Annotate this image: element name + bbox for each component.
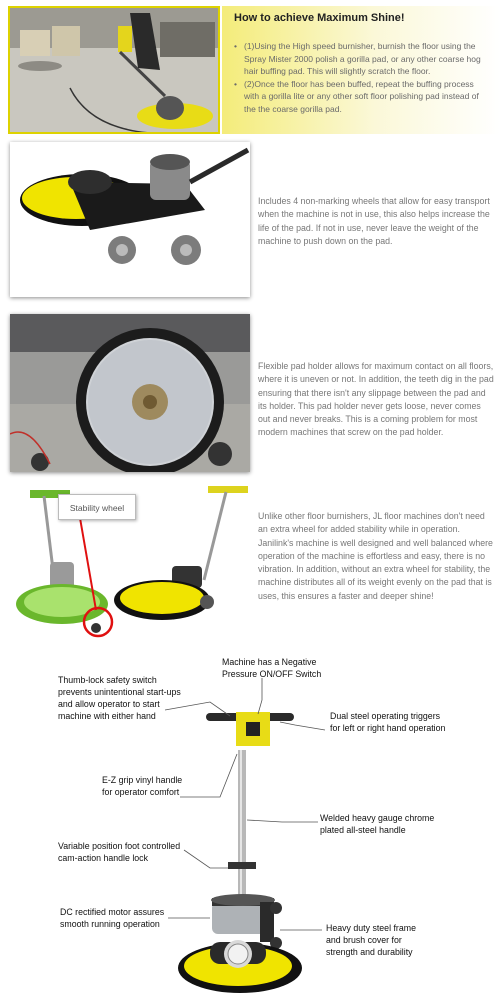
callout-dual-triggers: Dual steel operating triggers for left or right hand operation	[330, 711, 446, 733]
callout-foot-lock: Variable position foot controlled cam-action handle lock	[58, 841, 181, 863]
callout-welded-handle: Welded heavy gauge chrome plated all-steel handle	[320, 813, 435, 835]
stability-description: Unlike other floor burnishers, JL floor machines don't need an extra wheel for added stability while in operation. Janilink's machine is well designed and well balanced where operation of the machine is effortless and easy, there is no vibration. In addition, without an extra wheel for stability, the machine distributes all of its weight evenly on the pad that is uses, this ensures a faster and deeper shine!	[258, 511, 493, 601]
pad-holder-photo	[10, 314, 250, 472]
stability-wheel-tag: Stability wheel	[58, 494, 136, 520]
shine-step-2: • (2)Once the floor has been buffed, repeat the buffing process with a gorilla lite or any other soft floor polishing pad instead of the the coarse gorilla pad.	[234, 78, 490, 116]
shine-step-1: • (1)Using the High speed burnisher, burnish the floor using the Spray Mister 2000 polish a gorilla pad, or any other coarse hog hair buffing pad. This will slightly scratch the floor.	[234, 40, 490, 78]
wheels-photo	[10, 142, 250, 297]
shine-section	[0, 0, 500, 140]
callout-frame: Heavy duty steel frame and brush cover for strength and durability	[326, 923, 416, 957]
wheels-description: Includes 4 non-marking wheels that allow for easy transport when the machine is not in use, this also helps increase the life of the pad. If not in use, never leave the weight of the machine to push down on the pad.	[258, 196, 490, 246]
features-diagram	[0, 650, 500, 1000]
shine-title: How to achieve Maximum Shine!	[234, 12, 405, 24]
callout-negative-pressure: Machine has a Negative Pressure ON/OFF Switch	[222, 657, 322, 679]
callout-thumb-lock: Thumb-lock safety switch prevents unintentional start-ups and allow operator to start machine with either hand	[58, 675, 181, 721]
shine-instructions	[222, 6, 500, 134]
callout-grip: E-Z grip vinyl handle for operator comfort	[102, 775, 183, 797]
shine-steps	[234, 40, 490, 115]
burnishing-photo	[8, 6, 220, 134]
pad-holder-description: Flexible pad holder allows for maximum contact on all floors, where it is uneven or not. In addition, the teeth dig in the pad ensuring that there isn't any slippage between the pad and its holder. This pad holder never gets loose, never comes out and never breaks. This is a coming problem for most modern machines that screw on the pad holder.	[258, 361, 494, 438]
callout-motor: DC rectified motor assures smooth running operation	[60, 907, 165, 929]
